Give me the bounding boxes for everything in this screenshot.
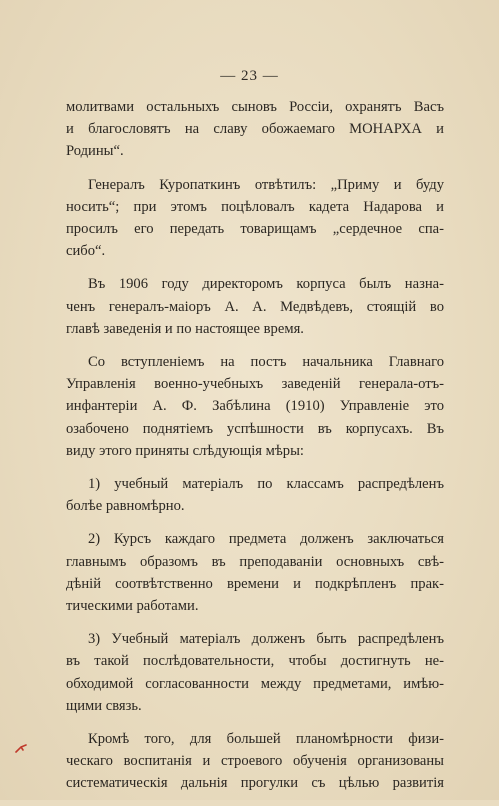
text-line: носить“; при этомъ поцѣловалъ кадета Надарова и — [66, 198, 444, 215]
text-line: и благословятъ на славу обожаемаго МОНАРХА и — [66, 121, 444, 138]
text-line: тическими работами. — [66, 598, 199, 615]
paragraph — [66, 96, 444, 163]
text-line: главѣ заведенія и по настоящее время. — [66, 320, 304, 337]
text-line: 2) Курсъ каждаго предмета долженъ заключаться — [88, 531, 444, 548]
paragraph — [66, 728, 444, 795]
text-line: систематическія дальнія прогулки съ цѣлью развитія — [66, 775, 444, 792]
paragraph — [66, 273, 444, 340]
text-line: главнымъ образомъ въ преподаваніи основныхъ свѣ- — [66, 553, 444, 570]
text-line: обходимой согласованности между предметами, имѣю- — [66, 675, 444, 692]
text-line: Управленія военно-учебныхъ заведеній генерала-отъ- — [66, 376, 444, 393]
paragraph — [66, 351, 444, 462]
text-line: озабочено поднятіемъ успѣшности въ корпусахъ. Въ — [66, 420, 444, 437]
ink-mark-icon — [15, 743, 27, 753]
page-number: — 23 — — [220, 68, 279, 84]
text-line: дѣній соотвѣтственно времени и подкрѣпленъ прак- — [66, 575, 444, 592]
text-line: Въ 1906 году директоромъ корпуса былъ назна- — [88, 276, 444, 293]
paragraph — [66, 473, 444, 517]
paragraph — [66, 628, 444, 717]
text-line: Родины“. — [66, 143, 124, 160]
text-line: щими связь. — [66, 697, 142, 714]
text-line: Генералъ Куропаткинъ отвѣтилъ: „Приму и буду — [88, 176, 444, 193]
text-line: 3) Учебный матеріалъ долженъ быть распредѣленъ — [88, 631, 444, 648]
body-text — [66, 96, 444, 806]
text-line: ческаго воспитанія и строевого обученія организованы — [66, 753, 444, 770]
paragraph — [66, 528, 444, 617]
text-line: молитвами остальныхъ сыновъ Россіи, охранятъ Васъ — [66, 99, 444, 115]
text-line: 1) учебный матеріалъ по классамъ распредѣленъ — [88, 476, 444, 493]
text-line: болѣе равномѣрно. — [66, 498, 185, 515]
paragraph — [66, 174, 444, 263]
text-line: ченъ генералъ-маіоръ А. А. Медвѣдевъ, стоящій во — [66, 298, 444, 315]
text-line: въ такой послѣдовательности, чтобы достигнуть не- — [66, 653, 444, 670]
text-line: сибо“. — [66, 243, 106, 260]
text-line: инфантеріи А. Ф. Забѣлина (1910) Управленіе это — [66, 398, 444, 415]
text-line: Кромѣ того, для большей планомѣрности физи- — [88, 731, 444, 748]
text-line: просилъ его передать товарищамъ „сердечное спа- — [66, 221, 444, 238]
text-line: виду этого приняты слѣдующія мѣры: — [66, 442, 304, 459]
text-line: Со вступленіемъ на постъ начальника Главнаго — [88, 354, 444, 371]
